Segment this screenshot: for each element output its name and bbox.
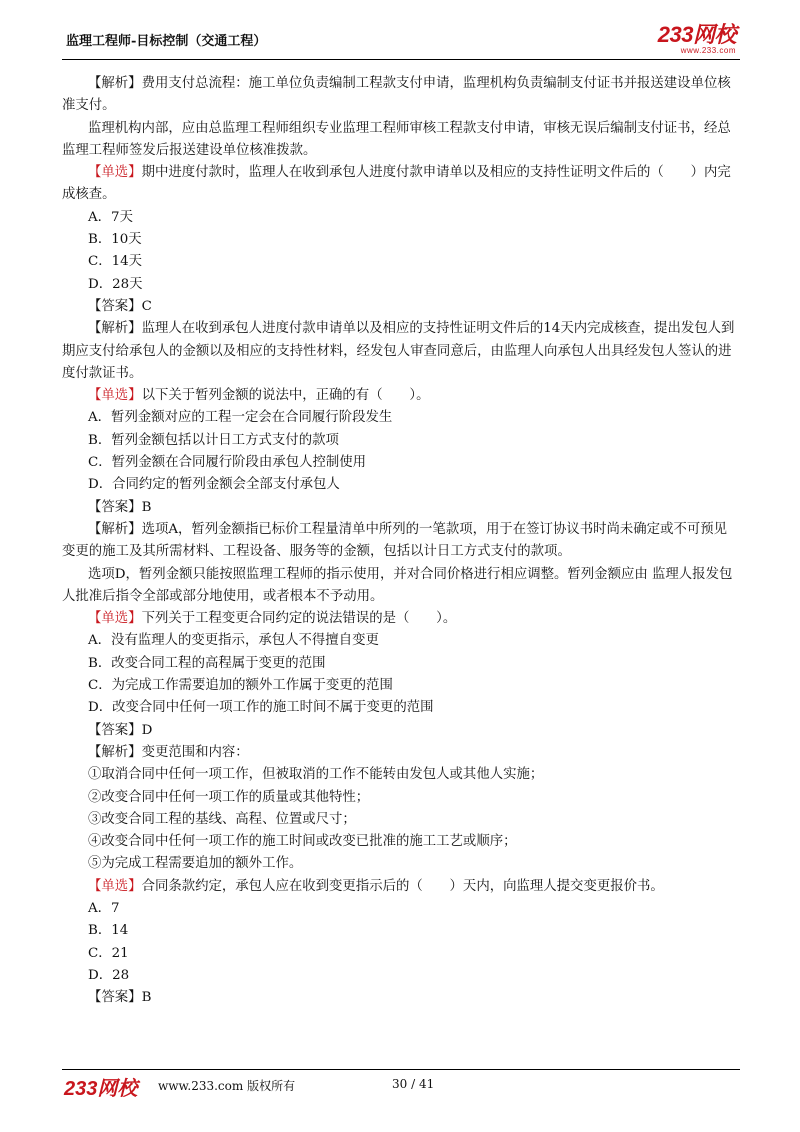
block-text: 选项A，暂列金额指已标价工程量清单中所列的一笔款项，用于在签订协议书时尚未确定或不可预见变更的施工及其所需材料、工程设备、服务等的金额，包括以计日工方式支付的款项。 bbox=[62, 521, 728, 560]
answer bbox=[62, 987, 740, 1009]
block-text: D．28天 bbox=[88, 276, 143, 292]
list-item bbox=[62, 809, 740, 831]
block-text: ③改变合同工程的基线、高程、位置或尺寸； bbox=[88, 811, 356, 827]
question-type-tag: 【单选】 bbox=[88, 165, 142, 181]
section-label: 【答案】 bbox=[88, 722, 142, 738]
answer-option bbox=[62, 898, 740, 920]
answer-option bbox=[62, 274, 740, 296]
answer-option bbox=[62, 920, 740, 942]
list-item bbox=[62, 853, 740, 875]
paragraph bbox=[62, 519, 740, 564]
block-text: C．暂列金额在合同履行阶段由承包人控制使用 bbox=[88, 455, 367, 471]
answer-option bbox=[62, 474, 740, 496]
block-text: A．没有监理人的变更指示，承包人不得擅自变更 bbox=[88, 633, 379, 649]
block-text: A．7天 bbox=[88, 209, 133, 225]
question bbox=[62, 162, 740, 207]
answer-option bbox=[62, 630, 740, 652]
answer-option bbox=[62, 653, 740, 675]
block-text: ⑤为完成工程需要追加的额外工作。 bbox=[88, 856, 303, 872]
block-text: C．14天 bbox=[88, 254, 143, 270]
paragraph bbox=[62, 118, 740, 163]
answer-option bbox=[62, 675, 740, 697]
block-text: 费用支付总流程：施工单位负责编制工程款支付申请，监理机构负责编制支付证书并报送建设单位核准支付。 bbox=[62, 76, 731, 114]
block-text: C．21 bbox=[88, 945, 129, 961]
footer-logo: 233网校 bbox=[64, 1078, 138, 1100]
page-footer bbox=[62, 1072, 740, 1100]
section-label: 【解析】 bbox=[88, 321, 142, 337]
answer-option bbox=[62, 229, 740, 251]
logo-text: 233网校 bbox=[657, 22, 736, 47]
section-label: 【答案】 bbox=[88, 298, 142, 314]
answer bbox=[62, 720, 740, 742]
brand-logo bbox=[658, 24, 736, 55]
answer bbox=[62, 296, 740, 318]
section-label: 【答案】 bbox=[88, 499, 142, 515]
answer-option bbox=[62, 965, 740, 987]
question bbox=[62, 876, 740, 898]
answer-option bbox=[62, 452, 740, 474]
block-text: ①取消合同中任何一项工作，但被取消的工作不能转由发包人或其他人实施； bbox=[88, 767, 544, 783]
question-type-tag: 【单选】 bbox=[88, 388, 142, 404]
block-text: C．为完成工作需要追加的额外工作属于变更的范围 bbox=[88, 678, 393, 694]
block-text: B bbox=[141, 990, 152, 1006]
block-text: D．28 bbox=[88, 967, 130, 983]
list-item bbox=[62, 787, 740, 809]
answer-option bbox=[62, 697, 740, 719]
logo-url: www.233.com bbox=[680, 46, 736, 55]
question bbox=[62, 608, 740, 630]
header-divider bbox=[62, 59, 740, 60]
answer-option bbox=[62, 407, 740, 429]
list-item bbox=[62, 764, 740, 786]
paragraph bbox=[62, 318, 740, 385]
answer-option bbox=[62, 251, 740, 273]
block-text: 下列关于工程变更合同约定的说法错误的是（ ）。 bbox=[141, 611, 457, 627]
paragraph bbox=[62, 564, 740, 609]
section-label: 【解析】 bbox=[88, 521, 142, 537]
block-text: B．14 bbox=[88, 923, 129, 939]
block-text: A．7 bbox=[88, 900, 120, 916]
block-text: B．10天 bbox=[88, 232, 142, 248]
block-text: B．改变合同工程的高程属于变更的范围 bbox=[88, 655, 326, 671]
block-text: D．合同约定的暂列金额会全部支付承包人 bbox=[88, 477, 340, 493]
question bbox=[62, 385, 740, 407]
section-label: 【解析】 bbox=[88, 76, 142, 91]
question-type-tag: 【单选】 bbox=[88, 611, 142, 627]
answer-option bbox=[62, 207, 740, 229]
block-text: 选项D，暂列金额只能按照监理工程师的指示使用，并对合同价格进行相应调整。暂列金额应由 监理人报发包人批准后指令全部或部分地使用，或者根本不予动用。 bbox=[62, 566, 733, 604]
block-text: 监理机构内部，应由总监理工程师组织专业监理工程师审核工程款支付申请，审核无误后编制支付证书，经总监理工程师签发后报送建设单位核准拨款。 bbox=[62, 120, 731, 158]
block-text: B．暂列金额包括以计日工方式支付的款项 bbox=[88, 432, 339, 448]
block-text: 期中进度付款时，监理人在收到承包人进度付款申请单以及相应的支持性证明文件后的（ ）内完成核查。 bbox=[62, 165, 731, 203]
footer-divider bbox=[62, 1069, 740, 1070]
page-number: 30 / 41 bbox=[392, 1077, 435, 1091]
block-text: 以下关于暂列金额的说法中，正确的有（ ）。 bbox=[141, 388, 430, 404]
block-text: C bbox=[141, 298, 152, 314]
block-text: A．暂列金额对应的工程一定会在合同履行阶段发生 bbox=[88, 410, 393, 426]
document-body bbox=[62, 73, 740, 1009]
paragraph bbox=[62, 73, 740, 118]
copyright-text: www.233.com 版权所有 bbox=[158, 1079, 296, 1093]
paragraph bbox=[62, 742, 740, 764]
block-text: 变更范围和内容： bbox=[141, 744, 249, 760]
list-item bbox=[62, 831, 740, 853]
answer-option bbox=[62, 430, 740, 452]
answer bbox=[62, 497, 740, 519]
block-text: B bbox=[141, 499, 152, 515]
block-text: D bbox=[141, 722, 153, 738]
section-label: 【解析】 bbox=[88, 744, 142, 760]
answer-option bbox=[62, 943, 740, 965]
block-text: D．改变合同中任何一项工作的施工时间不属于变更的范围 bbox=[88, 700, 434, 716]
block-text: 监理人在收到承包人进度付款申请单以及相应的支持性证明文件后的14天内完成核查，提出发包人到期应支付给承包人的金额以及相应的支持性材料，经发包人审查同意后，由监理人向承包人出具经发包人签认的进度付款证书。 bbox=[62, 321, 735, 381]
block-text: ②改变合同中任何一项工作的质量或其他特性； bbox=[88, 789, 370, 805]
block-text: ④改变合同中任何一项工作的施工时间或改变已批准的施工工艺或顺序； bbox=[88, 834, 517, 850]
question-type-tag: 【单选】 bbox=[88, 878, 142, 894]
block-text: 合同条款约定，承包人应在收到变更指示后的（ ）天内，向监理人提交变更报价书。 bbox=[141, 878, 664, 894]
document-title: 监理工程师-目标控制（交通工程） bbox=[66, 34, 267, 49]
section-label: 【答案】 bbox=[88, 990, 142, 1006]
page-header bbox=[62, 22, 740, 60]
